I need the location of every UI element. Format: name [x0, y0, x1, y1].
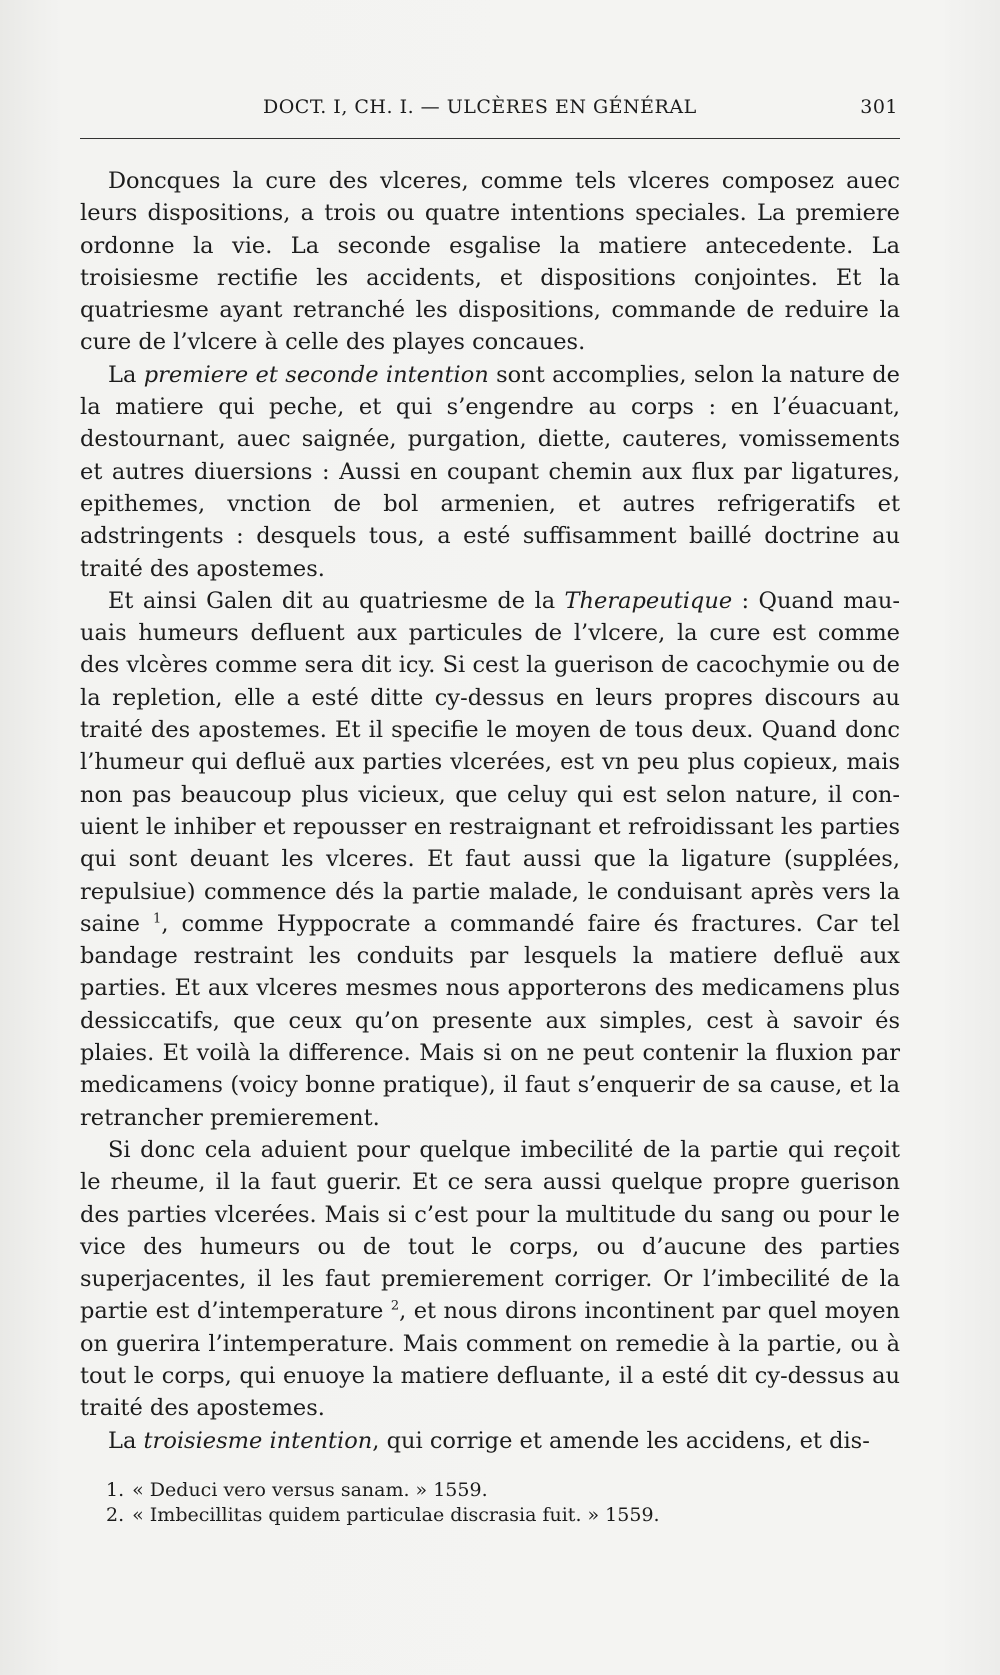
- footnote-1-number: 1.: [106, 1479, 125, 1501]
- paragraph-4-lead: Si donc cela aduient pour quelque imbecilité de la partie qui reçoit le rheume, il la faut guerir. Et ce sera aussi quelque propre guerison des parties vlcerées. Mais si c’est pour la multitude du sang ou pour le vice des humeurs ou de tout le corps, ou d’aucune des parties superjacentes, il les faut premierement corriger. Or l’imbecilité de la partie est d’intemperature: [80, 1136, 900, 1325]
- footnote-1-text: « Deduci vero versus sanam. » 1559.: [132, 1479, 488, 1501]
- paragraph-3-italic: Therapeutique: [564, 587, 733, 614]
- running-title: DOCT. I, CH. I. — ULCÈRES EN GÉNÉRAL: [263, 96, 697, 118]
- page-header: [78, 96, 898, 124]
- paragraph-1: Doncques la cure des vlceres, comme tels vlceres composez auec leurs dispositions, a trois ou quatre intentions speciales. La premiere ordonne la vie. La seconde esgalise la matiere antecedente. La troisiesme rectifie les accidents, et dispositions conjointes. Et la quatriesme ayant retranché les dispositions, commande de reduire la cure de l’vlcere à celle des playes concaues.: [80, 168, 900, 356]
- footnote-1: [106, 1478, 866, 1503]
- paragraph-4-end: , et nous dirons incontinent par quel moyen on guerira l’intemperature. Mais comment on remedie à la partie, ou à tout le corps, qui enuoye la matiere defluante, il a esté dit cy-dessus au traité des apostemes.: [80, 1298, 901, 1422]
- paragraph-4: [80, 1134, 900, 1425]
- paragraph-5-italic: troisiesme intention: [143, 1427, 373, 1454]
- paragraph-5-lead: La: [108, 1427, 137, 1454]
- paragraph-5: [80, 1425, 900, 1457]
- page-number: 301: [860, 96, 898, 118]
- footnotes: [106, 1478, 866, 1528]
- paragraph-3-end: , comme Hyppocrate a commandé faire és fractures. Car tel bandage restraint les conduits par lesquels la matiere defluë aux parties. Et aux vlceres mesmes nous apporterons des medicamens plus dessiccatifs, que ceux qu’on presente aux simples, cest à savoir és plaies. Et voilà la difference. Mais si on ne peut contenir la fluxion par medicamens (voicy bonne pratique), il faut s’enquerir de sa cause, et la retrancher premierement.: [80, 910, 900, 1131]
- footnote-2-text: « Imbecillitas quidem particulae discrasia fuit. » 1559.: [132, 1504, 660, 1526]
- paragraph-2-rest: sont accomplies, selon la nature de la matiere qui peche, et qui s’engendre au corps : en l’éuacuant, destournant, auec saignée, purgation, diette, cauteres, vomissements et autres diuersions : Aussi en coupant chemin aux flux par ligatures, epithemes, vnction de bol armenien, et autres refrigeratifs et adstringents : desquels tous, a esté suffisamment baillé doctrine au traité des apostemes.: [80, 361, 900, 582]
- paragraph-5-rest: , qui corrige et amende les accidens, et dis-: [372, 1427, 870, 1454]
- footnote-2-number: 2.: [106, 1504, 125, 1526]
- paragraph-2: [80, 359, 900, 585]
- paragraph-2-italic: premiere et seconde intention: [143, 361, 489, 388]
- paragraph-3-lead: Et ainsi Galen dit au quatriesme de la: [108, 587, 556, 614]
- paragraph-3: [80, 585, 900, 1134]
- header-rule: [80, 138, 900, 139]
- footnote-ref-1: 1: [153, 911, 162, 927]
- body-text: [80, 165, 900, 1457]
- footnote-ref-2: 2: [390, 1298, 400, 1314]
- paragraph-3-mid: : Quand mauuais humeurs defluent aux particules de l’vlcere, la cure est comme des vlcères comme sera dit icy. Si cest la guerison de cacochymie ou de la repletion, elle a esté ditte cy-dessus en leurs propres discours au traité des apostemes. Et il specifie le moyen de tous deux. Quand donc l’humeur qui defluë aux parties vlcerées, est vn peu plus copieux, mais non pas beaucoup plus vicieux, que celuy qui est selon nature, il conuient le inhiber et repousser en restraignant et refroidissant les parties qui sont deuant les vlceres. Et faut aussi que la ligature (supplées, repulsiue) commence dés la partie malade, le conduisant après vers la saine: [80, 587, 900, 937]
- paragraph-2-lead: La: [108, 361, 137, 388]
- footnote-2: [106, 1503, 866, 1528]
